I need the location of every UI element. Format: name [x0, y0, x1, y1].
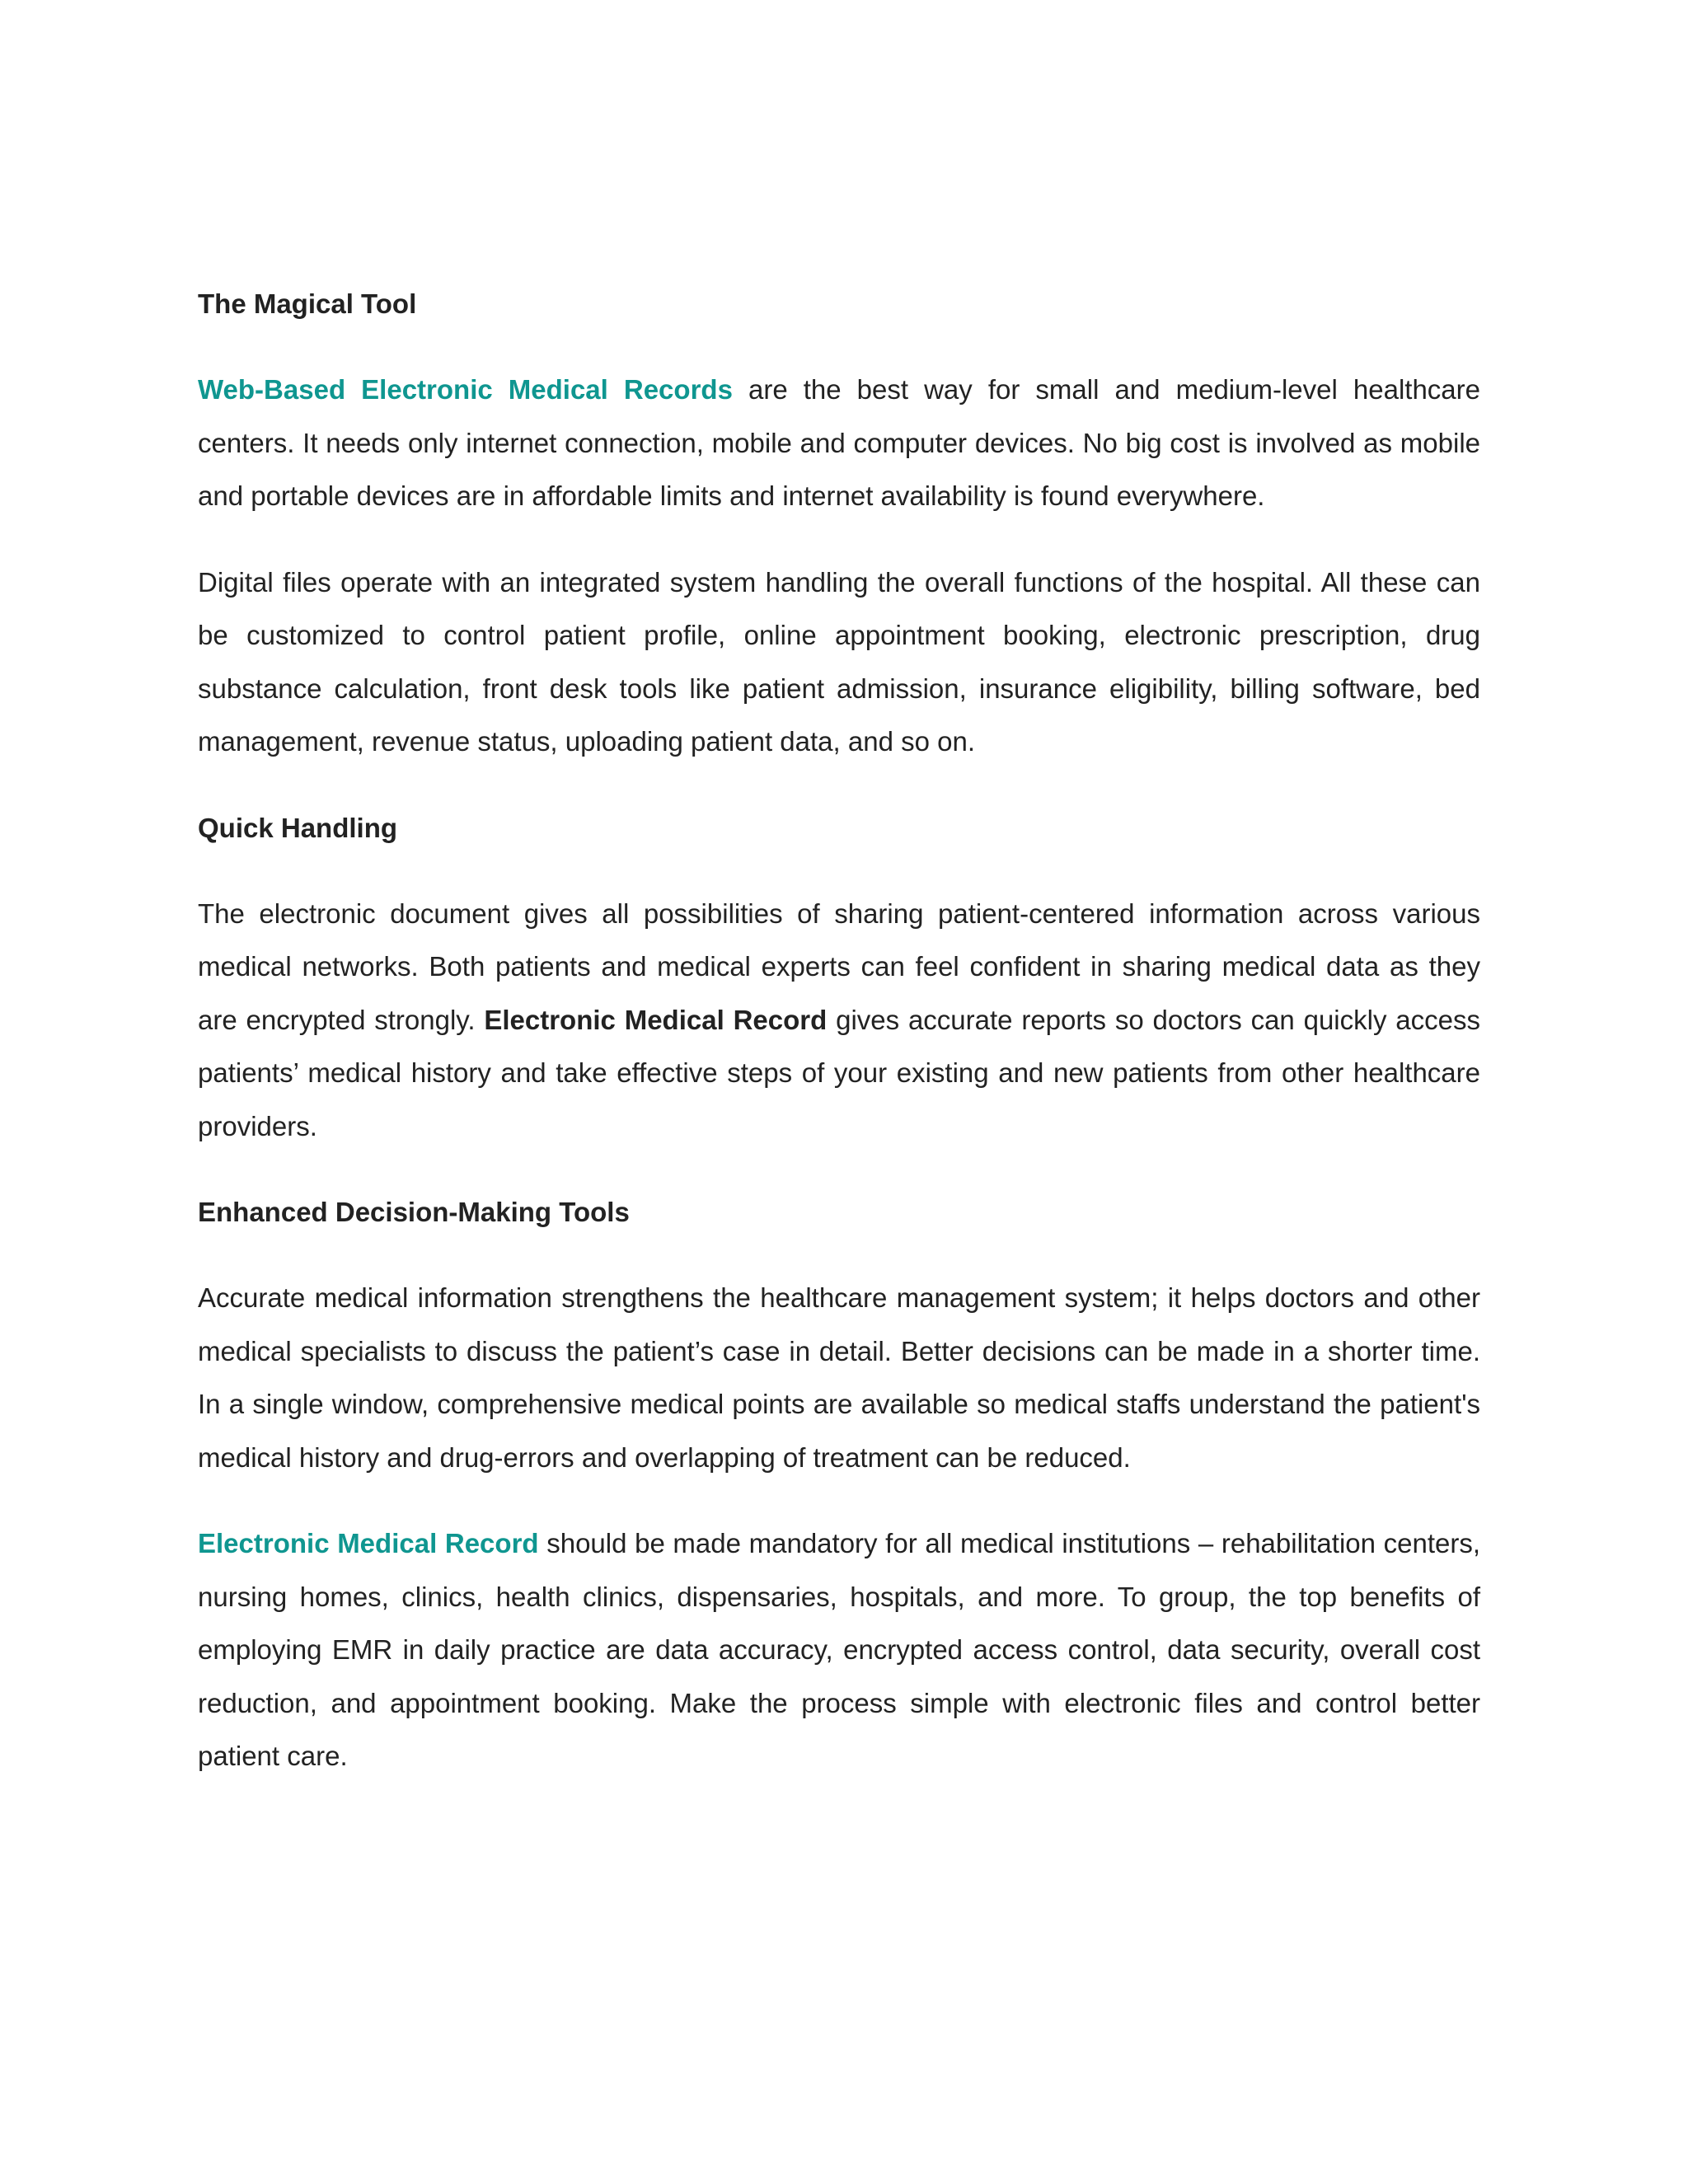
- paragraph-text: should be made mandatory for all medical institutions – rehabilitation centers, nursing homes, clinics, health clinics, dispensaries, hospitals, and more. To group, the top benefits of employing EMR in daily practice are data accuracy, encrypted access control, data security, overall cost reduction, and appointment booking. Make the process simple with electronic files and control better patient care.: [198, 1528, 1480, 1771]
- paragraph-web-based-emr: [198, 363, 1480, 523]
- paragraph-text: gives accurate reports so doctors can quickly access patients’ medical history and take effective steps of your existing and new patients from other healthcare providers.: [198, 1004, 1480, 1141]
- paragraph-digital-files: Digital files operate with an integrated system handling the overall functions of the hospital. All these can be customized to control patient profile, online appointment booking, electronic prescription, drug substance calculation, front desk tools like patient admission, insurance eligibility, billing software, bed management, revenue status, uploading patient data, and so on.: [198, 566, 1480, 757]
- emr-bold-term: Electronic Medical Record: [484, 1004, 828, 1035]
- paragraph-accurate-info: Accurate medical information strengthens the healthcare management system; it helps doctors and other medical specialists to discuss the patient’s case in detail. Better decisions can be made in a shorter time. In a single window, comprehensive medical points are available so medical staffs understand the patient's medical history and drug-errors and overlapping of treatment can be reduced.: [198, 1282, 1480, 1473]
- paragraph-electronic-document: [198, 888, 1480, 1154]
- web-based-emr-link[interactable]: Web-Based Electronic Medical Records: [198, 374, 733, 405]
- paragraph-text: are the best way for small and medium-level healthcare centers. It needs only internet connection, mobile and computer devices. No big cost is involved as mobile and portable devices are in affordable limits and internet availability is found everywhere.: [198, 374, 1480, 511]
- emr-link[interactable]: Electronic Medical Record: [198, 1528, 539, 1558]
- section-heading-magical-tool: The Magical Tool: [198, 288, 417, 319]
- paragraph-emr-mandatory: [198, 1517, 1480, 1783]
- paragraph-text: The electronic document gives all possibilities of sharing patient-centered information across various medical networks. Both patients and medical experts can feel confident in sharing medical data as they are encrypted strongly.: [198, 898, 1480, 1035]
- section-heading-decision-making: Enhanced Decision-Making Tools: [198, 1197, 630, 1227]
- section-heading-quick-handling: Quick Handling: [198, 812, 398, 843]
- document-page: [198, 278, 1480, 1816]
